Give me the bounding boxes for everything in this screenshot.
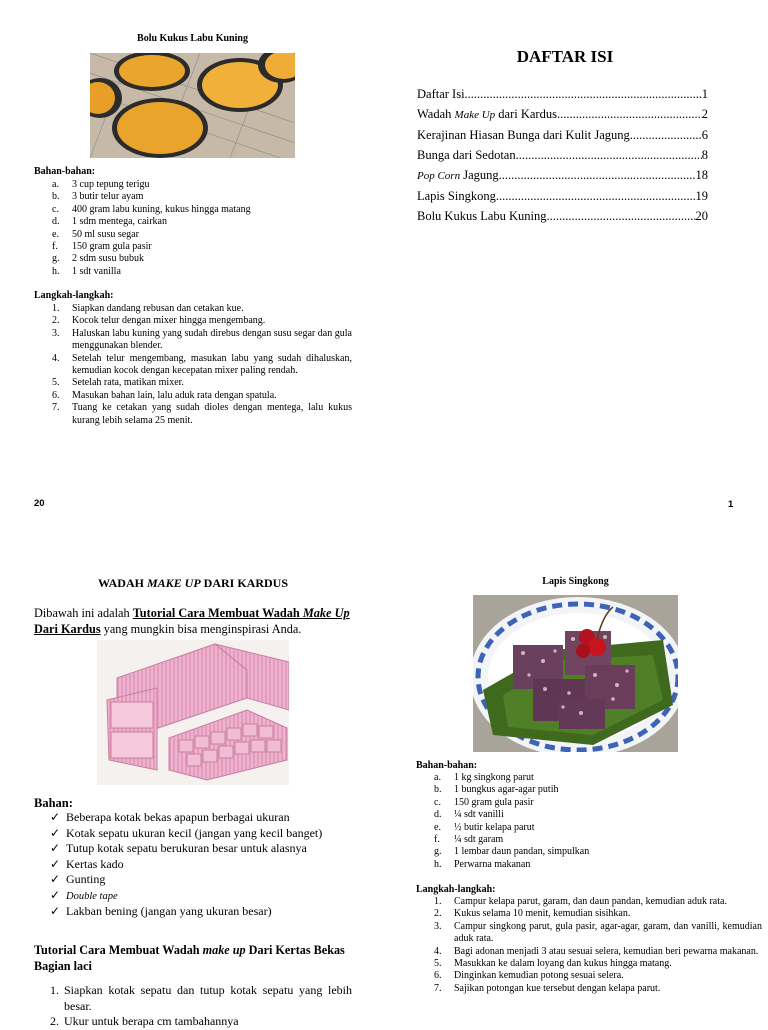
check-icon: ✓	[50, 887, 61, 902]
tutorial-link[interactable]: Tutorial Cara Membuat Wadah Make Up Dari Kardus	[34, 606, 350, 636]
page19-title: Lapis Singkong	[542, 576, 609, 587]
list-item: f. 150 gram gula pasir	[52, 241, 152, 253]
page2-title: WADAH MAKE UP DARI KARDUS	[97, 576, 289, 590]
list-item: g. 1 lembar daun pandan, simpulkan	[434, 846, 590, 858]
toc-entry[interactable]: Pop Corn Jagung ..... 18	[417, 168, 708, 183]
list-item: c. 400 gram labu kuning, kukus hingga matang	[52, 203, 251, 215]
toc-title: DAFTAR ISI	[516, 47, 614, 66]
list-item: c. 150 gram gula pasir	[434, 796, 534, 808]
page20-ingredients-heading: Bahan-bahan:	[34, 166, 96, 177]
list-item: g. 2 sdm susu bubuk	[52, 253, 144, 265]
list-item: ✓ Double tape	[50, 887, 118, 902]
list-item: ✓ Beberapa kotak bekas apapun berbagai ukuran	[50, 810, 290, 824]
page20-ingredients-list	[34, 179, 354, 278]
list-item: f. ¼ sdt garam	[434, 834, 504, 846]
toc-entry[interactable]: Daftar Isi ..... 1	[417, 87, 708, 102]
bahan-heading: Bahan:	[34, 796, 73, 810]
list-item: 4. Bagi adonan menjadi 3 atau sesuai selera, kemudian beri pewarna makanan.	[434, 945, 759, 957]
list-item: 7. Tuang ke cetakan yang sudah dioles dengan mentega, lalu kukus kurang lebih selama 25 menit.	[52, 402, 352, 426]
list-item: 2. Kukus selama 10 menit, kemudian sisihkan.	[434, 908, 631, 920]
tutorial-heading: Tutorial Cara Membuat Wadah make up Dari Kertas Bekas Bagian laci	[34, 943, 345, 973]
list-item: 4. Setelah telur mengembang, masukan labu yang sudah dihaluskan, kemudian kocok dengan kecepatan mixer paling rendah.	[52, 352, 352, 377]
list-item: h. 1 sdt vanilla	[52, 265, 121, 277]
toc-entry[interactable]: Bunga dari Sedotan ..... 8	[417, 148, 708, 163]
list-item: 5. Masukkan ke dalam loyang dan kukus hingga matang.	[434, 958, 672, 970]
makeup-box-art	[97, 640, 289, 785]
list-item: 6. Masukan bahan lain, lalu aduk rata dengan spatula.	[52, 389, 277, 401]
list-item: 3. Haluskan labu kuning yang sudah direbus dengan susu segar dan gula menggunakan blender.	[52, 327, 352, 352]
list-item: 3. Campur singkong parut, gula pasir, agar-agar, garam, dan vanilli, kemudian aduk rata.	[434, 920, 762, 945]
page20-steps-heading: Langkah-langkah:	[34, 290, 114, 301]
toc-entry[interactable]: Kerajinan Hiasan Bunga dari Kulit Jagung ..... 6	[417, 128, 708, 143]
list-item: 2. Kocok telur dengan mixer hingga mengembang.	[52, 315, 266, 327]
tutorial-steps-list	[34, 983, 352, 1030]
list-item: ✓ Kotak sepatu ukuran kecil (jangan yang kecil banget)	[50, 825, 323, 840]
list-item: ✓ Gunting	[50, 872, 106, 886]
list-item: e. 50 ml susu segar	[52, 228, 139, 240]
page19-ingredients-heading: Bahan-bahan:	[416, 760, 478, 771]
list-item: 1. Campur kelapa parut, garam, dan daun pandan, kemudian aduk rata.	[434, 896, 727, 907]
list-item: 7. Sajikan potongan kue tersebut dengan kelapa parut.	[434, 982, 661, 994]
list-item: d. 1 sdm mentega, cairkan	[52, 216, 167, 228]
check-icon: ✓	[50, 856, 61, 871]
list-item: d. ¼ sdt vanilli	[434, 809, 504, 821]
bolu-photo	[90, 53, 295, 158]
check-icon: ✓	[50, 825, 61, 840]
list-item: ✓ Lakban bening (jangan yang ukuran besar)	[50, 904, 272, 918]
lapis-photo	[473, 595, 678, 752]
list-item: a. 3 cup tepung terigu	[52, 179, 150, 190]
bahan-list	[34, 810, 364, 920]
page2-intro: Dibawah ini adalah Tutorial Cara Membuat Wadah Make Up Dari Kardus yang mungkin bisa menginspirasi Anda.	[34, 606, 350, 636]
list-item: ✓ Kertas kado	[50, 856, 124, 871]
page19-steps-list	[416, 896, 762, 995]
check-icon: ✓	[50, 841, 61, 855]
page-number-20: 20	[34, 498, 45, 509]
list-item: b. 3 butir telur ayam	[52, 191, 144, 203]
page20-title: Bolu Kukus Labu Kuning	[137, 33, 248, 44]
lapis-photo-art	[473, 595, 678, 752]
page-number-1: 1	[728, 499, 734, 510]
check-icon: ✓	[50, 810, 61, 824]
list-item: ✓ Tutup kotak sepatu berukuran besar untuk alasnya	[50, 841, 307, 855]
makeup-box-photo	[97, 640, 289, 785]
page19-steps-heading: Langkah-langkah:	[416, 884, 496, 895]
toc-entry[interactable]: Wadah Make Up dari Kardus ..... 2	[417, 107, 708, 122]
list-item: 5. Setelah rata, matikan mixer.	[52, 377, 184, 389]
page19-ingredients-list	[416, 772, 736, 871]
list-item: h. Perwarna makanan	[434, 858, 531, 870]
check-icon: ✓	[50, 872, 61, 886]
list-item: b. 1 bungkus agar-agar putih	[434, 784, 559, 796]
page20-steps-list	[34, 303, 352, 427]
check-icon: ✓	[50, 904, 61, 918]
list-item: e. ½ butir kelapa parut	[434, 821, 535, 833]
list-item: 6. Dinginkan kemudian potong sesuai selera.	[434, 970, 624, 982]
list-item: 2. Ukur untuk berapa cm tambahannya	[50, 1014, 239, 1028]
toc-entry[interactable]: Lapis Singkong ..... 19	[417, 189, 708, 204]
toc-entry[interactable]: Bolu Kukus Labu Kuning ..... 20	[417, 209, 708, 224]
list-item: 1. Siapkan dandang rebusan dan cetakan kue.	[52, 303, 244, 314]
list-item: a. 1 kg singkong parut	[434, 772, 534, 783]
list-item: 1. Siapkan kotak sepatu dan tutup kotak sepatu yang lebih besar.	[50, 983, 352, 1013]
bolu-photo-art	[90, 53, 295, 158]
